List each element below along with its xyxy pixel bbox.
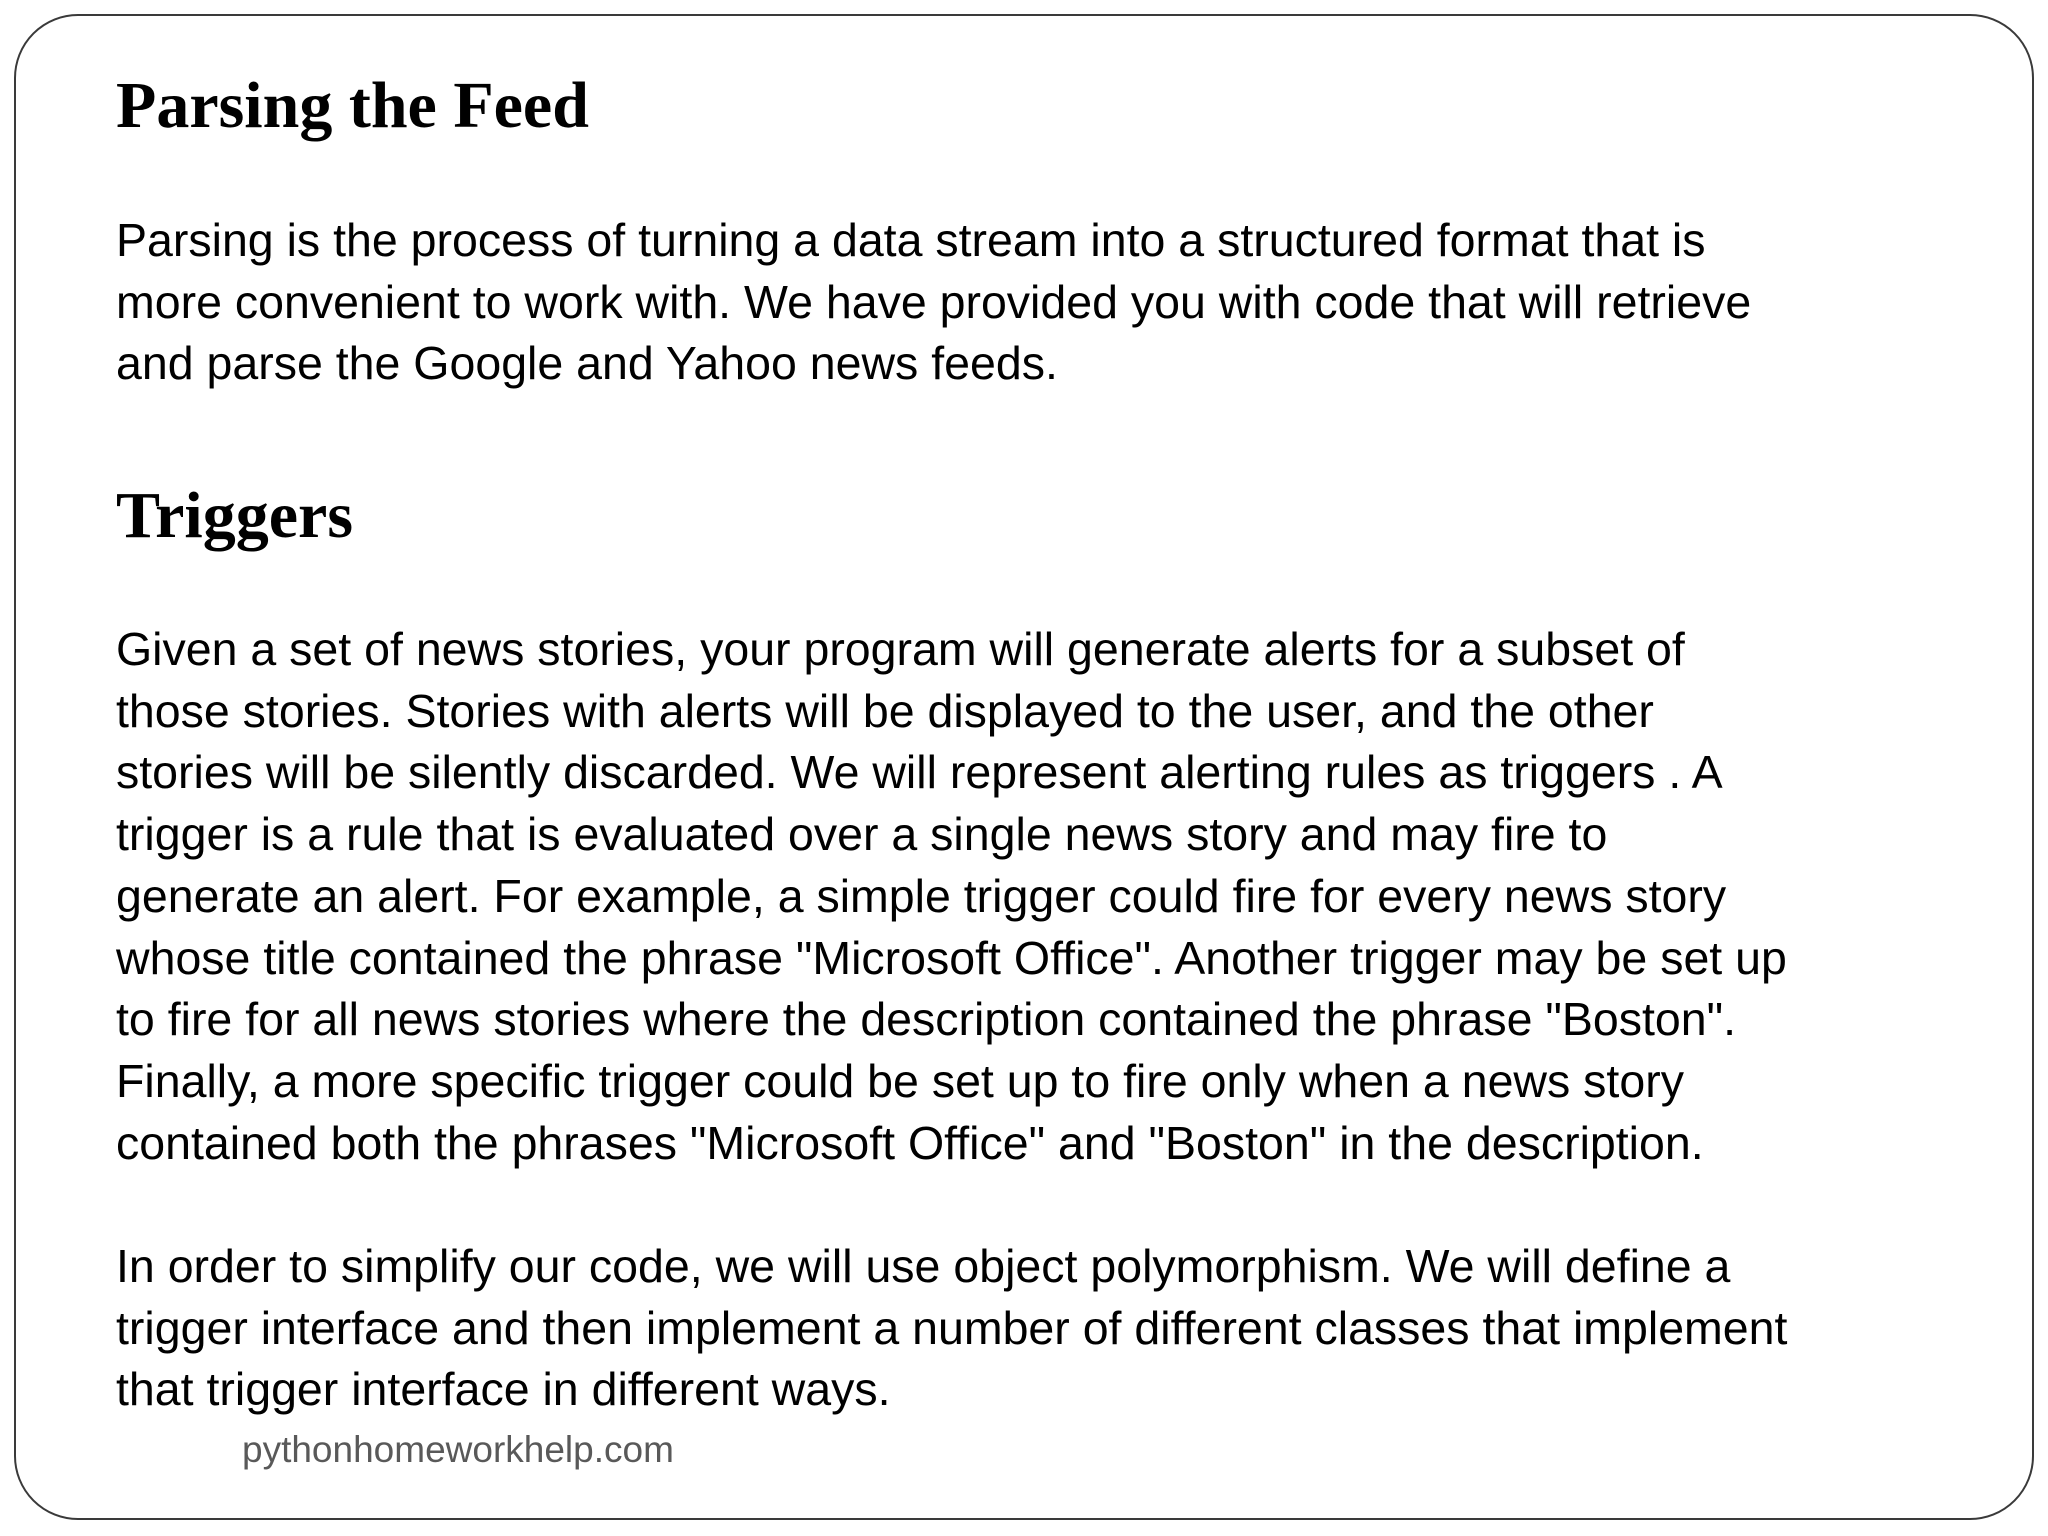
paragraph-line: more convenient to work with. We have provided you with code that will retrieve (116, 275, 1752, 328)
parsing-paragraph (116, 210, 1996, 395)
paragraph-line: whose title contained the phrase "Microsoft Office". Another trigger may be set up (116, 931, 1787, 984)
polymorphism-paragraph (116, 1236, 1996, 1421)
paragraph-line: Given a set of news stories, your program will generate alerts for a subset of (116, 623, 1685, 675)
paragraph-line: In order to simplify our code, we will use object polymorphism. We will define a (116, 1240, 1731, 1292)
paragraph-line: and parse the Google and Yahoo news feeds. (116, 337, 1058, 390)
paragraph-line: trigger is a rule that is evaluated over a single news story and may fire to (116, 808, 1608, 861)
slide-frame (14, 14, 2034, 1520)
paragraph-line: generate an alert. For example, a simple trigger could fire for every news story (116, 869, 1727, 922)
footer-watermark: pythonhomeworkhelp.com (242, 1429, 674, 1470)
paragraph-line: to fire for all news stories where the description contained the phrase "Boston". (116, 993, 1737, 1046)
paragraph-line: stories will be silently discarded. We will represent alerting rules as triggers . A (116, 746, 1723, 799)
paragraph-line: Finally, a more specific trigger could be set up to fire only when a news story (116, 1054, 1684, 1107)
paragraph-line: that trigger interface in different ways. (116, 1363, 891, 1416)
section-heading-triggers: Triggers (116, 479, 354, 552)
paragraph-line: those stories. Stories with alerts will be displayed to the user, and the other (116, 684, 1654, 737)
paragraph-line: contained both the phrases "Microsoft Office" and "Boston" in the description. (116, 1116, 1704, 1169)
triggers-paragraph (116, 619, 1996, 1174)
paragraph-line: trigger interface and then implement a number of different classes that implement (116, 1301, 1788, 1354)
paragraph-line: Parsing is the process of turning a data stream into a structured format that is (116, 214, 1706, 266)
section-heading-parsing: Parsing the Feed (116, 69, 589, 142)
